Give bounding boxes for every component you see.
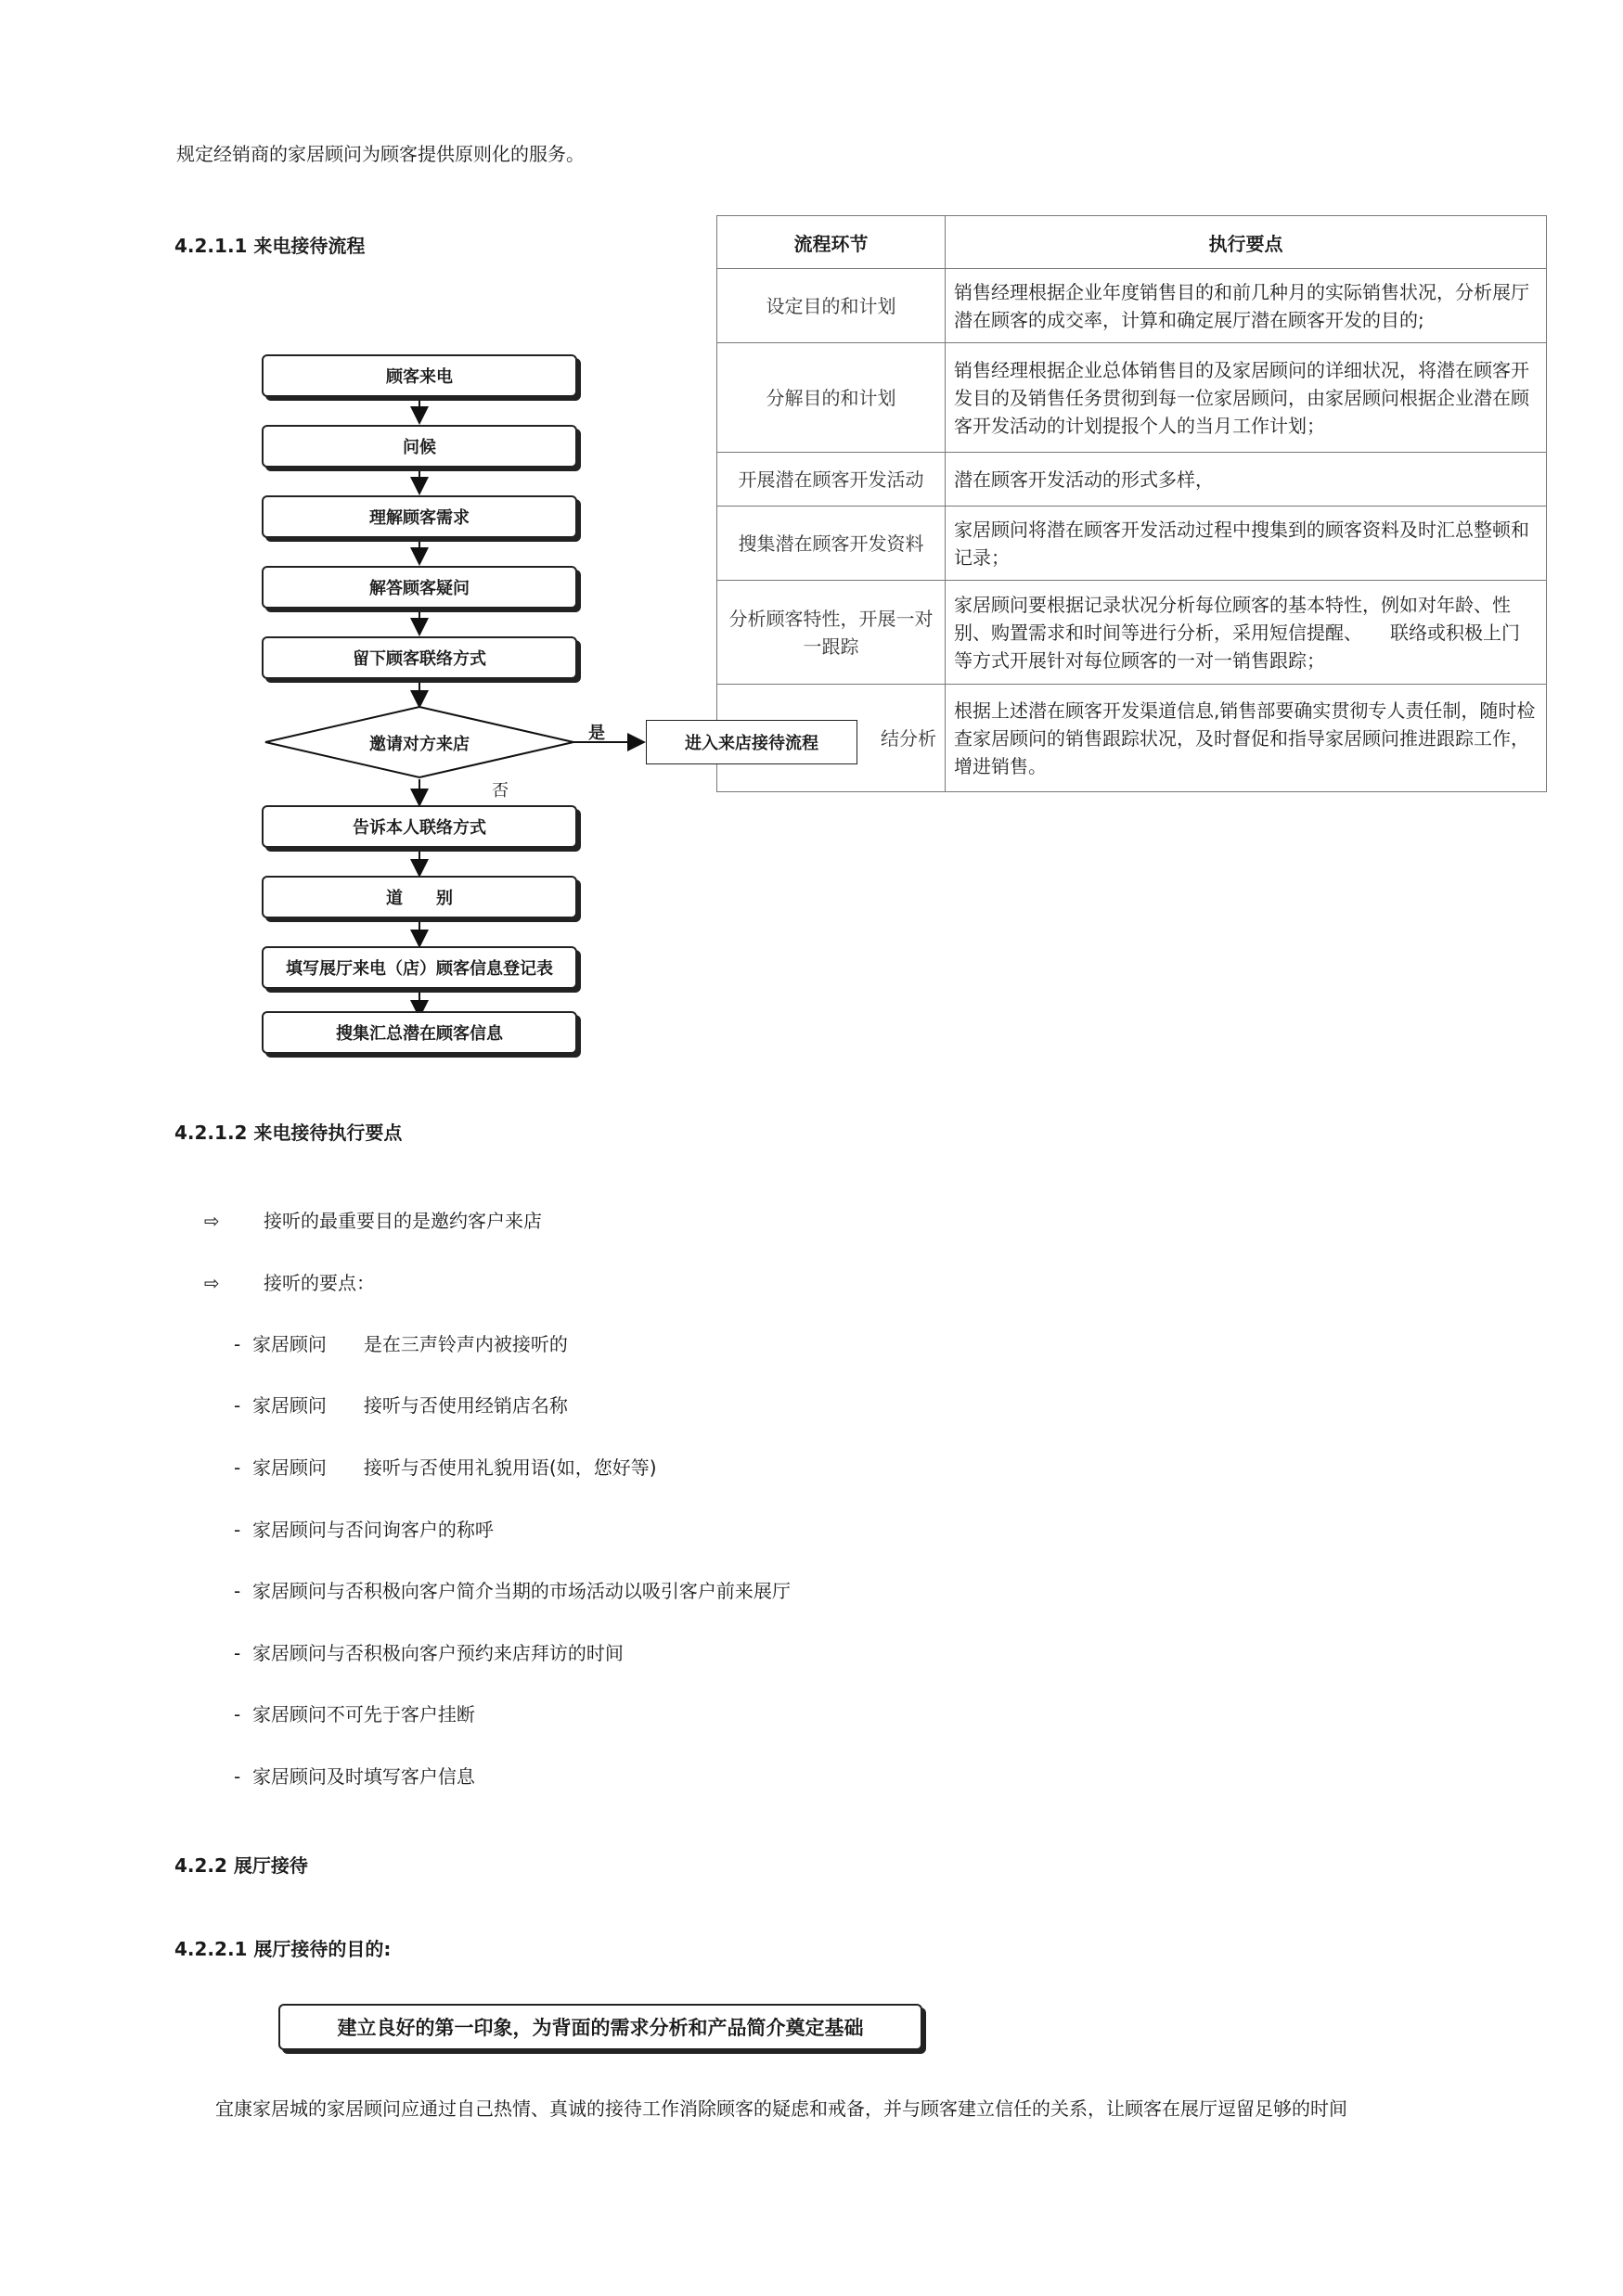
list-item-text: 家居顾问 接听与否使用礼貌用语(如，您好等) xyxy=(251,1456,657,1479)
flow-step-farewell: 道 别 xyxy=(262,876,577,918)
list-item xyxy=(234,1456,657,1480)
table-cell-points: 家居顾问将潜在顾客开发活动过程中搜集到的顾客资料及时汇总整顿和记录； xyxy=(946,507,1547,581)
dash-marker: - xyxy=(234,1703,241,1725)
table-cell-step: 开展潜在顾客开发活动 xyxy=(717,453,946,507)
flow-no-label: 否 xyxy=(492,781,509,801)
dash-marker: - xyxy=(234,1642,241,1664)
intro-text: 规定经销商的家居顾问为顾客提供原则化的服务。 xyxy=(176,143,585,165)
section-heading-4221: 4.2.2.1 展厅接待的目的: xyxy=(174,1938,392,1960)
section-heading-4211: 4.2.1.1 来电接待流程 xyxy=(174,235,366,257)
dash-marker: - xyxy=(234,1765,241,1788)
bullet-item xyxy=(204,1209,542,1233)
dash-marker: - xyxy=(234,1333,241,1355)
flowchart-connectors xyxy=(0,0,1623,1076)
list-item-text: 家居顾问与否问询客户的称呼 xyxy=(251,1519,494,1541)
table-cell-points: 销售经理根据企业总体销售目的及家居顾问的详细状况，将潜在顾客开发目的及销售任务贯彻到每一位家居顾问，由家居顾问根据企业潜在顾客开发活动的计划提报个人的当月工作计划； xyxy=(946,343,1547,453)
bullet-text: 接听的最重要目的是邀约客户来店 xyxy=(264,1210,542,1232)
flow-step-understand: 理解顾客需求 xyxy=(262,495,577,538)
flow-decision-label: 邀请对方来店 xyxy=(369,735,470,754)
flow-step-tell-contact: 告诉本人联络方式 xyxy=(262,805,577,848)
flow-step-answer: 解答顾客疑问 xyxy=(262,566,577,609)
table-header-points: 执行要点 xyxy=(946,216,1547,269)
goal-box: 建立良好的第一印象，为背面的需求分析和产品简介奠定基础 xyxy=(278,2004,922,2050)
list-item xyxy=(234,1393,568,1417)
list-item-text: 家居顾问 是在三声铃声内被接听的 xyxy=(251,1333,568,1355)
list-item xyxy=(234,1641,624,1665)
bullet-text: 接听的要点： xyxy=(264,1272,375,1294)
dash-marker: - xyxy=(234,1519,241,1541)
section-heading-422: 4.2.2 展厅接待 xyxy=(174,1854,308,1877)
arrow-bullet-icon: ⇨ xyxy=(204,1272,220,1294)
closing-paragraph: 宜康家居城的家居顾问应通过自己热情、真诚的接待工作消除顾客的疑虑和戒备，并与顾客建立信任的关系，让顾客在展厅逗留足够的时间 xyxy=(215,2097,1347,2120)
dash-marker: - xyxy=(234,1580,241,1602)
list-item-text: 家居顾问不可先于客户挂断 xyxy=(251,1703,475,1725)
list-item-text: 家居顾问 接听与否使用经销店名称 xyxy=(251,1394,568,1417)
flow-step-collect: 搜集汇总潜在顾客信息 xyxy=(262,1011,577,1054)
table-header-step: 流程环节 xyxy=(717,216,946,269)
table-cell-step: 分析顾客特性，开展一对一跟踪 xyxy=(717,581,946,685)
table-cell-step: 分解目的和计划 xyxy=(717,343,946,453)
table-cell-step: 结分析 xyxy=(717,685,946,792)
flow-yes-target: 进入来店接待流程 xyxy=(646,720,857,764)
table-cell-points: 销售经理根据企业年度销售目的和前几种月的实际销售状况，分析展厅潜在顾客的成交率，计算和确定展厅潜在顾客开发的目的; xyxy=(946,269,1547,343)
list-item xyxy=(234,1764,475,1789)
arrow-bullet-icon: ⇨ xyxy=(204,1210,220,1232)
bullet-item xyxy=(204,1271,375,1295)
flow-step-contact: 留下顾客联络方式 xyxy=(262,636,577,679)
table-cell-step: 搜集潜在顾客开发资料 xyxy=(717,507,946,581)
section-heading-4212: 4.2.1.2 来电接待执行要点 xyxy=(174,1122,403,1144)
list-item-text: 家居顾问与否积极向客户简介当期的市场活动以吸引客户前来展厅 xyxy=(251,1580,791,1602)
list-item-text: 家居顾问与否积极向客户预约来店拜访的时间 xyxy=(251,1642,624,1664)
list-item-text: 家居顾问及时填写客户信息 xyxy=(251,1765,475,1788)
flow-step-greet: 问候 xyxy=(262,425,577,468)
list-item xyxy=(234,1579,791,1603)
table-cell-points: 家居顾问要根据记录状况分析每位顾客的基本特性，例如对年龄、性别、购置需求和时间等进行分析，采用短信提醒、 联络或积极上门等方式开展针对每位顾客的一对一销售跟踪； xyxy=(946,581,1547,685)
flow-step-register: 填写展厅来电（店）顾客信息登记表 xyxy=(262,946,577,989)
list-item xyxy=(234,1332,568,1356)
table-cell-points: 潜在顾客开发活动的形式多样， xyxy=(946,453,1547,507)
dash-marker: - xyxy=(234,1394,241,1417)
list-item xyxy=(234,1702,475,1726)
flow-step-call: 顾客来电 xyxy=(262,354,577,397)
table-cell-points: 根据上述潜在顾客开发渠道信息,销售部要确实贯彻专人责任制，随时检查家居顾问的销售跟踪状况，及时督促和指导家居顾问推进跟踪工作，增进销售。 xyxy=(946,685,1547,792)
flow-yes-label: 是 xyxy=(588,724,605,743)
list-item xyxy=(234,1518,494,1542)
table-cell-step: 设定目的和计划 xyxy=(717,269,946,343)
dash-marker: - xyxy=(234,1456,241,1479)
